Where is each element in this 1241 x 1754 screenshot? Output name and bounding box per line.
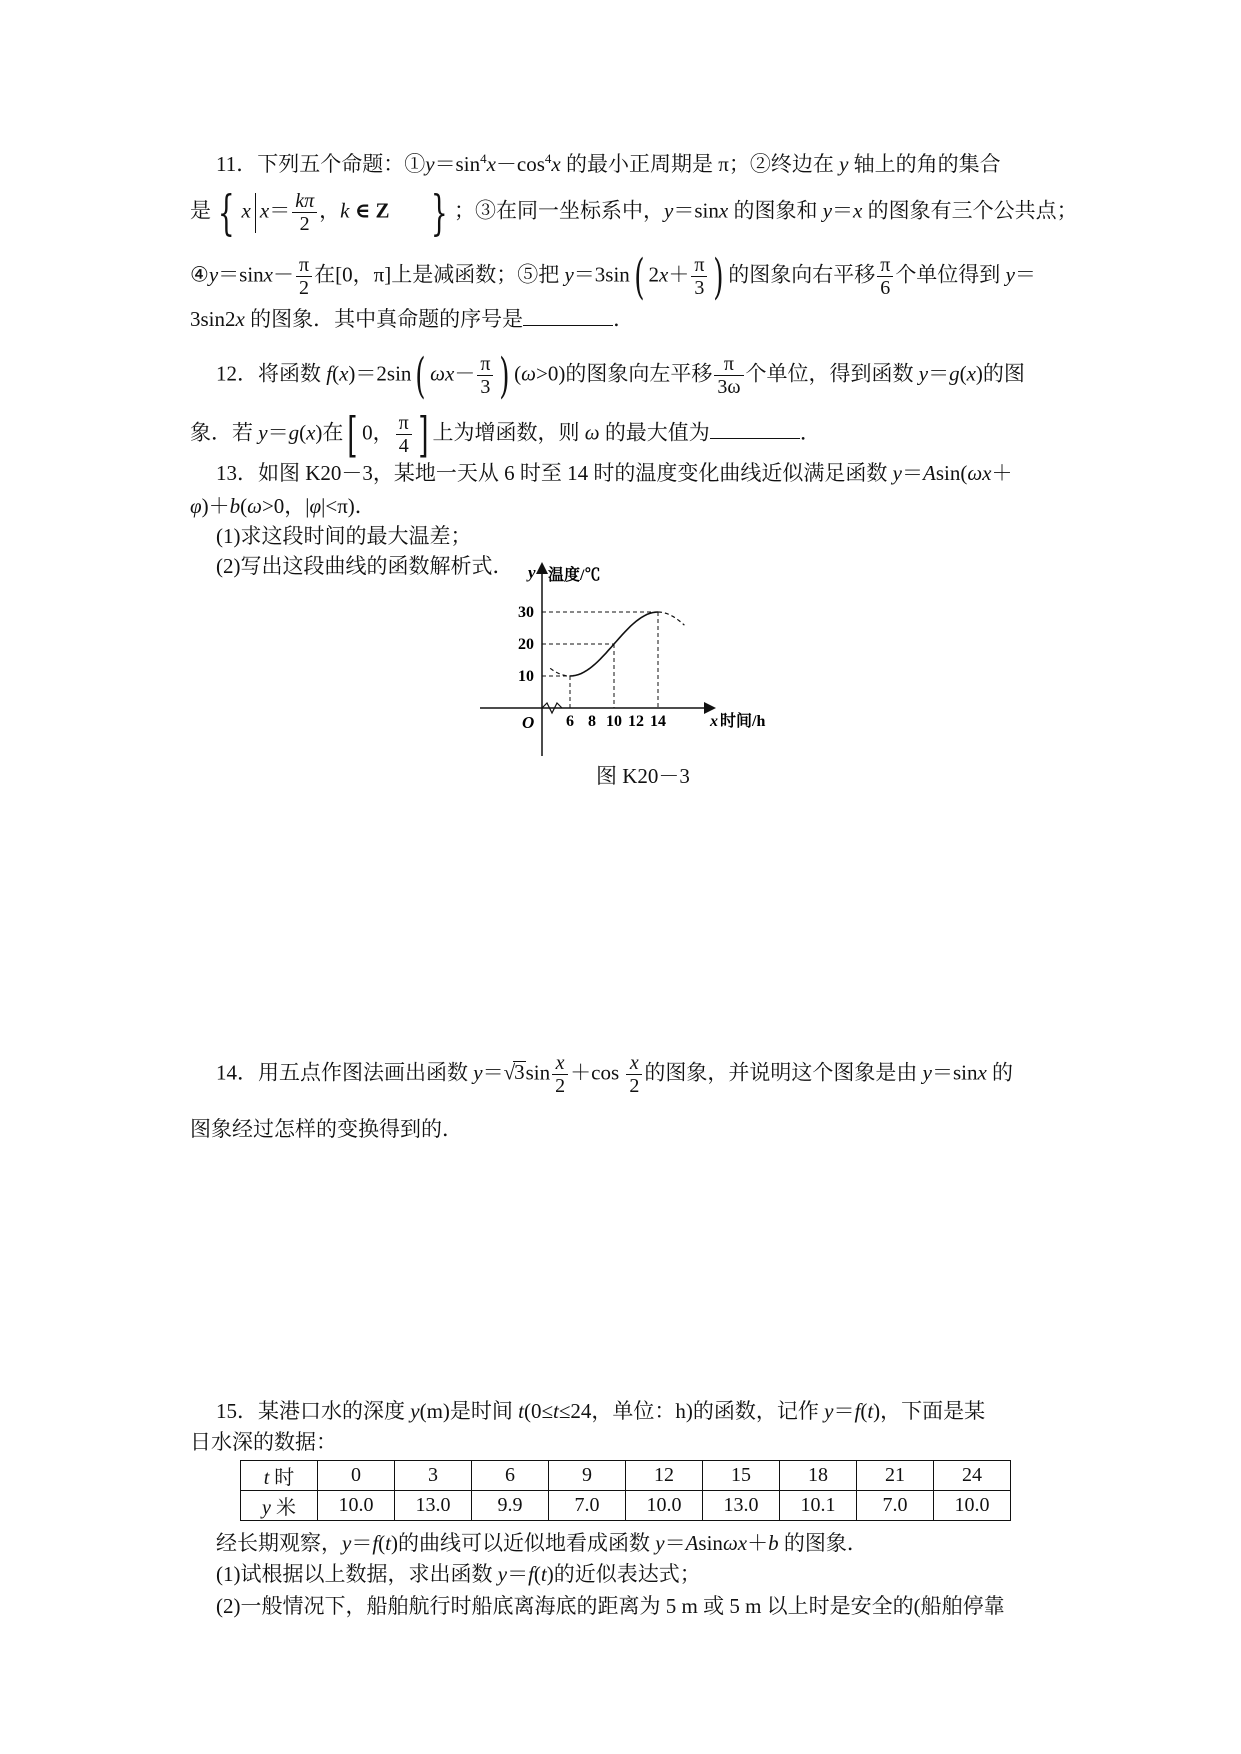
table-row [241,1491,1011,1521]
answer-blank-11[interactable] [523,305,613,326]
right-bracket: ] [417,406,429,463]
q14-line-2: 图象经过怎样的变换得到的． [190,1117,463,1141]
answer-blank-12[interactable] [710,418,800,439]
water-depth-table [240,1460,1011,1521]
q15-part-1: (1)试根据以上数据，求出函数 y＝f(t)的近似表达式； [216,1562,701,1586]
x-tick-label: 8 [588,713,596,730]
q13-line-2: φ)＋b(ω>0，|φ|<π)． [190,494,376,518]
y-axis-letter: y [528,563,536,582]
q13-part-2: (2)写出这段曲线的函数解析式． [216,554,514,578]
q13-line-1: 13．如图 K20－3，某地一天从 6 时至 14 时的温度变化曲线近似满足函数 y＝Asin(ωx＋ [216,461,1013,485]
table-row-head-t: t 时 [241,1461,318,1491]
table-cell: 18 [780,1461,857,1491]
y-tick-label: 30 [518,604,534,621]
q15-line-3: 经长期观察，y＝f(t)的曲线可以近似地看成函数 y＝Asinωx＋b 的图象． [216,1531,868,1555]
right-paren: ) [713,248,724,305]
q13-part-1: (1)求这段时间的最大温差； [216,524,472,548]
fraction-pi-3: $\frac{\pi}{3}$ [477,353,493,398]
curve-extension-right [658,612,684,625]
fraction-x-2-a: $\frac{x}{2}$ [552,1052,568,1097]
table-cell: 9 [549,1461,626,1491]
fraction-pi-6: $\frac{\pi}{6}$ [877,254,893,299]
table-cell: 6 [472,1461,549,1491]
table-cell: 13.0 [703,1491,780,1521]
table-cell: 13.0 [395,1491,472,1521]
fraction-kpi-2: $\frac{k\pi}{2}$ [292,190,317,235]
table-cell: 9.9 [472,1491,549,1521]
fraction-x-2-b: $\frac{x}{2}$ [626,1052,642,1097]
x-axis-letter: x [710,713,718,730]
table-cell: 7.0 [857,1491,934,1521]
x-tick-label: 12 [628,713,644,730]
y-axis-label: 温度/℃ [548,567,601,584]
q12-line-2: 象．若 y＝g(x)在[ 0， $\frac{\pi}{4}$ ] 上为增函数，则 ω 的最大值为 ． [190,406,821,463]
left-brace: { [217,184,235,241]
q14-line-1: 14．用五点作图法画出函数 y＝√3sin $\frac{x}{2}$ ＋cos $\frac{x}{2}$ 的图象，并说明这个图象是由 y＝sinx 的 [216,1052,1014,1097]
temperature-chart [470,558,780,758]
y-tick-label: 10 [518,668,534,685]
x-tick-label: 14 [650,713,666,730]
fraction-pi-4: $\frac{\pi}{4}$ [396,412,412,457]
set-divider [255,193,256,233]
table-row-head-y: y 米 [241,1491,318,1521]
q15-line-2: 日水深的数据： [190,1430,337,1454]
table-cell: 0 [318,1461,395,1491]
q11-line-3: ④y＝sinx－ $\frac{\pi}{2}$ 在[0，π]上是减函数；⑤把 y＝3sin( 2x＋ $\frac{\pi}{3}$ ) 的图象向右平移 $\frac{\pi}{6}$ 个单位得到 y＝ [190,248,1036,305]
figure-caption: 图 K20－3 [596,764,690,788]
q15-part-2: (2)一般情况下，船舶航行时船底离海底的距离为 5 m 或 5 m 以上时是安全的(船舶停靠 [216,1594,1005,1618]
table-cell: 15 [703,1461,780,1491]
table-cell: 24 [934,1461,1011,1491]
left-paren: ( [415,347,426,404]
curve-extension-left [550,668,570,676]
table-cell: 3 [395,1461,472,1491]
q11-line-4: 3sin2x 的图象．其中真命题的序号是 ． [190,307,635,331]
table-cell: 10.0 [626,1491,703,1521]
q11-line-1: 11．下列五个命题：$①y=\sin^4x-\cos^4x$ 的最小正周期是 π；②终边在 y 轴上的角的集合 [216,151,1001,176]
q12-line-1: 12．将函数 f(x)＝2sin( ωx－ $\frac{\pi}{3}$ ) (ω>0)的图象向左平移 $\frac{\pi}{3\omega}$ 个单位，得到函数 y＝g(x)的图 [216,347,1025,404]
table-cell: 10.0 [318,1491,395,1521]
q11-line-2: 是 { x x＝ $\frac{k\pi}{2}$ ，k ∈ Z } ；③在同一坐标系中，y＝sinx 的图象和 y＝x 的图象有三个公共点； [190,184,1078,241]
origin-label: O [522,713,535,732]
right-paren: ) [499,347,510,404]
x-axis-label: 时间/h [720,713,766,730]
x-tick-label: 10 [606,713,622,730]
table-cell: 12 [626,1461,703,1491]
fraction-pi-3omega: $\frac{\pi}{3\omega}$ [714,353,743,398]
table-cell: 10.1 [780,1491,857,1521]
fraction-pi-3: $\frac{\pi}{3}$ [691,254,707,299]
right-brace: } [430,184,448,241]
sqrt-symbol: √ [503,1060,516,1085]
x-tick-label: 6 [566,713,574,730]
y-tick-label: 20 [518,636,534,653]
fraction-pi-2: $\frac{\pi}{2}$ [296,254,312,299]
left-paren: ( [634,248,645,305]
table-cell: 21 [857,1461,934,1491]
q15-line-1: 15．某港口水的深度 y(m)是时间 t(0≤t≤24，单位：h)的函数，记作 y＝f(t)，下面是某 [216,1399,986,1423]
table-cell: 7.0 [549,1491,626,1521]
left-bracket: [ [347,406,358,463]
table-row [241,1461,1011,1491]
table-cell: 10.0 [934,1491,1011,1521]
